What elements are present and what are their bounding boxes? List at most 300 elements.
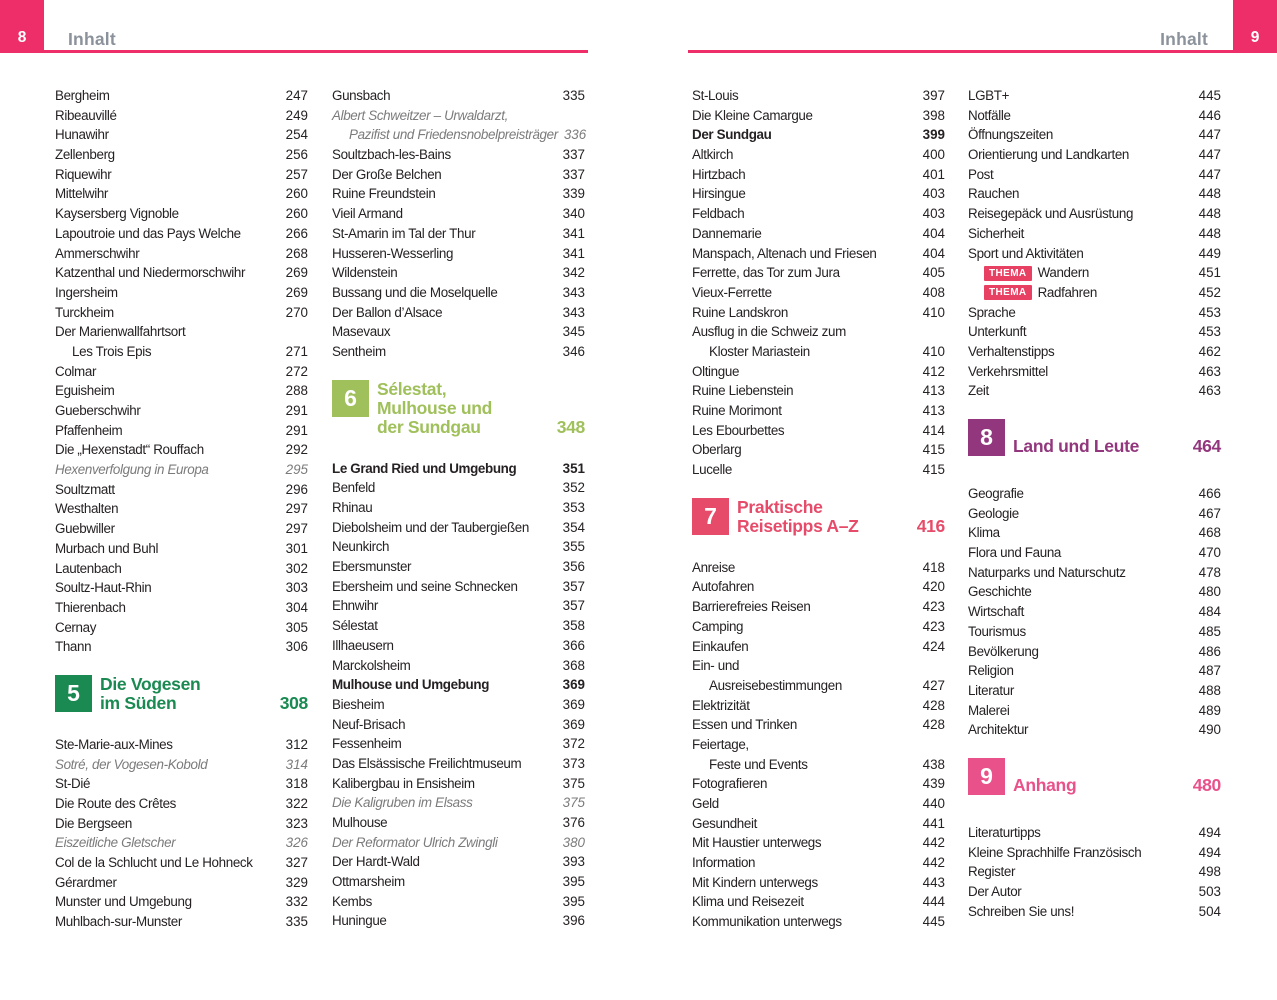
toc-entry bbox=[692, 303, 945, 323]
toc-entry bbox=[692, 322, 945, 342]
toc-entry bbox=[968, 342, 1221, 362]
toc-entry-page: 446 bbox=[1198, 107, 1221, 123]
toc-entry bbox=[55, 401, 308, 421]
toc-entry bbox=[692, 656, 945, 676]
toc-entry-page: 357 bbox=[562, 578, 585, 594]
toc-entry-page: 448 bbox=[1198, 186, 1221, 202]
chapter-number-box bbox=[55, 675, 92, 712]
toc-entry bbox=[332, 322, 585, 342]
toc-entry bbox=[968, 283, 1221, 303]
toc-entry bbox=[332, 224, 585, 244]
toc-entry-page: 399 bbox=[922, 127, 945, 143]
chapter-heading bbox=[332, 380, 585, 437]
toc-entry bbox=[332, 872, 585, 892]
toc-entry-page: 303 bbox=[285, 580, 308, 596]
chapter-number: 5 bbox=[67, 679, 80, 706]
toc-entry bbox=[692, 853, 945, 873]
toc-entry-page: 380 bbox=[562, 834, 585, 850]
right-folio-number: 9 bbox=[1250, 29, 1260, 46]
toc-entry-page: 451 bbox=[1198, 265, 1221, 281]
toc-entry-page: 410 bbox=[922, 343, 945, 359]
toc-entry-page: 305 bbox=[285, 619, 308, 635]
toc-entry-page: 484 bbox=[1198, 604, 1221, 620]
toc-entry-label: Le Grand Ried und Umgebung bbox=[332, 460, 517, 476]
toc-entry-page: 292 bbox=[285, 442, 308, 458]
toc-entry-label: Kaysersberg Vignoble bbox=[55, 206, 179, 222]
toc-entry bbox=[968, 224, 1221, 244]
toc-entry-label: Munster und Umgebung bbox=[55, 894, 192, 910]
toc-entry-page: 339 bbox=[562, 186, 585, 202]
toc-entry bbox=[332, 656, 585, 676]
toc-entry-label: Ingersheim bbox=[55, 284, 118, 300]
toc-entry-page: 462 bbox=[1198, 343, 1221, 359]
toc-entry bbox=[692, 558, 945, 578]
toc-entry-page: 336 bbox=[563, 127, 587, 143]
toc-entry-page: 490 bbox=[1198, 722, 1221, 738]
toc-entry-label: Gueberschwihr bbox=[55, 403, 141, 418]
toc-entry-page: 408 bbox=[922, 284, 945, 300]
toc-entry-page: 428 bbox=[922, 717, 945, 733]
toc-column bbox=[332, 86, 585, 931]
toc-entry-label: Sentheim bbox=[332, 343, 386, 359]
toc-entry bbox=[692, 342, 945, 362]
toc-entry-page: 343 bbox=[562, 304, 585, 320]
toc-entry bbox=[55, 637, 308, 657]
toc-entry-label: Zeit bbox=[968, 383, 989, 399]
toc-entry-label: Ehnwihr bbox=[332, 598, 378, 614]
toc-entry-label: Vieux-Ferrette bbox=[692, 284, 772, 300]
toc-entry bbox=[692, 814, 945, 834]
toc-entry-page: 412 bbox=[922, 363, 945, 379]
toc-entry bbox=[55, 735, 308, 755]
toc-entry-label: Kalibergbau in Ensisheim bbox=[332, 775, 475, 791]
right-header-rule bbox=[688, 50, 1233, 53]
toc-entry-page: 302 bbox=[285, 560, 308, 576]
left-header-rule bbox=[44, 50, 588, 53]
toc-entry-label: Lapoutroie und das Pays Welche bbox=[55, 225, 241, 241]
toc-entry-page: 301 bbox=[285, 540, 308, 556]
toc-entry bbox=[968, 602, 1221, 622]
toc-entry-page: 376 bbox=[562, 815, 585, 830]
toc-entry-label: Murbach und Buhl bbox=[55, 540, 159, 556]
toc-entry-page: 418 bbox=[922, 559, 945, 575]
toc-entry bbox=[55, 440, 308, 460]
toc-entry-page: 486 bbox=[1198, 643, 1221, 659]
toc-entry-label: Wandern bbox=[1037, 265, 1089, 281]
toc-entry-page: 404 bbox=[922, 245, 945, 261]
toc-entry-page: 403 bbox=[922, 206, 945, 222]
toc-entry-label: Ebersmunster bbox=[332, 559, 412, 575]
chapter-title-line bbox=[100, 675, 308, 694]
thema-badge: THEMA bbox=[984, 285, 1032, 300]
toc-entry-label: Ruine Liebenstein bbox=[692, 383, 794, 399]
toc-entry-page: 337 bbox=[562, 166, 585, 182]
toc-entry bbox=[968, 642, 1221, 662]
toc-entry-page: 329 bbox=[285, 874, 308, 890]
toc-entry-label: Kembs bbox=[332, 893, 372, 909]
chapter-title-text: Sélestat, bbox=[377, 378, 447, 399]
toc-entry bbox=[968, 701, 1221, 721]
toc-entry-page: 453 bbox=[1198, 304, 1221, 320]
toc-entry-label: Die Bergseen bbox=[55, 815, 132, 831]
toc-entry bbox=[55, 618, 308, 638]
toc-entry-label: Die Kleine Camargue bbox=[692, 107, 813, 123]
toc-entry-page: 420 bbox=[922, 579, 945, 595]
toc-entry bbox=[55, 578, 308, 598]
toc-entry bbox=[692, 676, 945, 696]
toc-entry bbox=[692, 715, 945, 735]
toc-entry-page: 272 bbox=[285, 363, 308, 379]
chapter-title-line bbox=[1013, 776, 1221, 795]
toc-entry bbox=[55, 342, 308, 362]
toc-entry-page: 487 bbox=[1198, 663, 1221, 679]
toc-entry bbox=[55, 224, 308, 244]
toc-entry bbox=[332, 184, 585, 204]
chapter-title-text: Mulhouse und bbox=[377, 397, 492, 418]
toc-entry-page: 369 bbox=[562, 716, 585, 732]
toc-entry bbox=[968, 720, 1221, 740]
toc-entry-page: 268 bbox=[285, 245, 308, 261]
toc-entry-page: 341 bbox=[562, 245, 585, 261]
toc-entry-page: 447 bbox=[1198, 166, 1221, 182]
chapter-heading bbox=[968, 419, 1221, 456]
toc-entry-page: 323 bbox=[285, 815, 308, 831]
toc-entry-page: 297 bbox=[285, 521, 308, 537]
toc-entry-label: Altkirch bbox=[692, 147, 734, 163]
toc-entry bbox=[332, 852, 585, 872]
chapter-title-text: Land und Leute bbox=[1013, 436, 1140, 456]
toc-entry-label: Illhaeusern bbox=[332, 637, 394, 653]
toc-entry-page: 438 bbox=[922, 756, 945, 772]
toc-entry-page: 318 bbox=[285, 776, 308, 792]
toc-entry-page: 400 bbox=[922, 147, 945, 163]
toc-entry-page: 335 bbox=[562, 88, 585, 103]
toc-entry bbox=[692, 696, 945, 716]
thema-badge: THEMA bbox=[984, 266, 1032, 281]
toc-entry bbox=[55, 165, 308, 185]
toc-entry-page: 441 bbox=[922, 815, 945, 831]
toc-entry bbox=[968, 165, 1221, 185]
toc-entry-page: 485 bbox=[1198, 623, 1221, 639]
toc-entry-page: 256 bbox=[285, 147, 308, 163]
toc-entry-label: Sélestat bbox=[332, 618, 378, 634]
toc-entry-page: 393 bbox=[562, 854, 585, 870]
toc-entry-page: 270 bbox=[285, 304, 308, 320]
toc-entry-label: Eiszeitliche Gletscher bbox=[55, 835, 176, 851]
toc-entry-label: Mit Kindern unterwegs bbox=[692, 874, 818, 890]
toc-entry-label: Verhaltenstipps bbox=[968, 343, 1055, 359]
toc-entry-page: 341 bbox=[562, 225, 585, 241]
chapter-title bbox=[377, 380, 585, 437]
toc-entry bbox=[332, 636, 585, 656]
toc-entry bbox=[968, 582, 1221, 602]
toc-entry-page: 296 bbox=[285, 481, 308, 497]
toc-entry-label: Riquewihr bbox=[55, 166, 112, 182]
toc-entry-page: 340 bbox=[562, 206, 585, 222]
toc-entry-label: Register bbox=[968, 864, 1016, 880]
toc-entry bbox=[692, 224, 945, 244]
toc-entry-page: 269 bbox=[285, 284, 308, 300]
toc-entry bbox=[55, 559, 308, 579]
toc-entry bbox=[968, 661, 1221, 681]
toc-entry-page: 478 bbox=[1198, 564, 1221, 580]
toc-entry-label: Gesundheit bbox=[692, 815, 757, 831]
toc-entry-label: Der Reformator Ulrich Zwingli bbox=[332, 834, 498, 850]
toc-entry bbox=[55, 480, 308, 500]
toc-entry-page: 410 bbox=[922, 304, 945, 320]
toc-entry-label: Feste und Events bbox=[709, 756, 808, 772]
toc-entry-page: 405 bbox=[922, 265, 945, 281]
left-folio-number: 8 bbox=[17, 29, 27, 46]
toc-entry-label: Einkaufen bbox=[692, 638, 749, 654]
toc-entry-page: 314 bbox=[285, 756, 308, 772]
toc-entry bbox=[332, 283, 585, 303]
toc-entry-label: Religion bbox=[968, 663, 1014, 679]
toc-entry-page: 414 bbox=[922, 422, 945, 438]
toc-entry bbox=[968, 86, 1221, 106]
toc-entry bbox=[332, 616, 585, 636]
toc-entry bbox=[55, 833, 308, 853]
chapter-heading bbox=[55, 675, 308, 713]
toc-entry-page: 271 bbox=[285, 343, 308, 359]
toc-entry bbox=[692, 125, 945, 145]
toc-entry bbox=[55, 519, 308, 539]
toc-entry-label: Col de la Schlucht und Le Hohneck bbox=[55, 855, 253, 871]
toc-entry bbox=[692, 263, 945, 283]
toc-entry-label: Mittelwihr bbox=[55, 186, 109, 202]
toc-entry-label: Essen und Trinken bbox=[692, 717, 797, 733]
toc-entry-label: Ebersheim und seine Schnecken bbox=[332, 578, 518, 594]
toc-entry bbox=[692, 204, 945, 224]
toc-entry-page: 346 bbox=[562, 343, 585, 359]
toc-entry-label: Die Kaligruben im Elsass bbox=[332, 795, 473, 811]
toc-entry-label: Pfaffenheim bbox=[55, 422, 123, 438]
toc-entry bbox=[332, 145, 585, 165]
chapter-title-line bbox=[1013, 437, 1221, 456]
chapter-title-text: im Süden bbox=[100, 692, 177, 713]
chapter-title-line bbox=[377, 418, 585, 437]
toc-entry-page: 440 bbox=[922, 796, 945, 811]
toc-entry-label: Naturparks und Naturschutz bbox=[968, 564, 1126, 580]
toc-entry-page: 352 bbox=[562, 480, 585, 496]
toc-entry-page: 345 bbox=[562, 324, 585, 340]
toc-entry-label: Eguisheim bbox=[55, 383, 115, 399]
toc-entry-label: Klima und Reisezeit bbox=[692, 894, 804, 910]
toc-entry bbox=[692, 774, 945, 794]
toc-entry-page: 498 bbox=[1198, 864, 1221, 880]
toc-entry bbox=[968, 303, 1221, 323]
toc-entry-label: Hirtzbach bbox=[692, 166, 746, 182]
toc-entry bbox=[55, 598, 308, 618]
chapter-title bbox=[1013, 776, 1221, 795]
toc-entry bbox=[692, 735, 945, 755]
toc-entry-label: Malerei bbox=[968, 702, 1010, 718]
toc-entry bbox=[692, 145, 945, 165]
toc-entry-page: 453 bbox=[1198, 324, 1221, 340]
toc-entry-label: Manspach, Altenach und Friesen bbox=[692, 245, 877, 261]
toc-entry-label: Der Hardt-Wald bbox=[332, 854, 420, 870]
toc-entry bbox=[692, 440, 945, 460]
toc-entry-page: 452 bbox=[1198, 284, 1221, 300]
toc-entry-page: 395 bbox=[562, 893, 585, 909]
toc-entry-label: Flora und Fauna bbox=[968, 545, 1062, 561]
toc-entry bbox=[332, 833, 585, 853]
toc-entry bbox=[968, 681, 1221, 701]
toc-entry-page: 306 bbox=[285, 639, 308, 655]
toc-entry-page: 353 bbox=[562, 500, 585, 515]
toc-entry bbox=[332, 596, 585, 616]
toc-entry-page: 415 bbox=[922, 462, 945, 478]
toc-entry bbox=[968, 263, 1221, 283]
toc-entry bbox=[692, 421, 945, 441]
toc-entry-page: 504 bbox=[1198, 903, 1221, 919]
toc-entry-page: 396 bbox=[562, 913, 585, 929]
toc-entry-page: 356 bbox=[562, 559, 585, 575]
toc-entry-page: 368 bbox=[562, 657, 585, 673]
toc-entry bbox=[55, 460, 308, 480]
toc-entry bbox=[55, 381, 308, 401]
toc-entry-label: Radfahren bbox=[1037, 284, 1097, 300]
toc-entry-page: 424 bbox=[922, 638, 945, 654]
toc-entry-label: Thann bbox=[55, 639, 92, 655]
toc-entry bbox=[55, 499, 308, 519]
toc-entry bbox=[968, 843, 1221, 863]
toc-entry-label: Hunawihr bbox=[55, 127, 109, 143]
toc-entry-label: Kleine Sprachhilfe Französisch bbox=[968, 844, 1142, 860]
toc-entry-label: Geologie bbox=[968, 505, 1019, 521]
toc-entry bbox=[968, 145, 1221, 165]
toc-entry bbox=[332, 715, 585, 735]
toc-entry-label: Wildenstein bbox=[332, 265, 398, 281]
toc-entry bbox=[692, 892, 945, 912]
toc-entry-page: 503 bbox=[1198, 884, 1221, 899]
toc-entry bbox=[692, 401, 945, 421]
toc-entry bbox=[332, 911, 585, 931]
toc-entry-label: Sicherheit bbox=[968, 225, 1025, 241]
toc-entry-page: 335 bbox=[285, 914, 308, 930]
toc-entry bbox=[692, 165, 945, 185]
toc-entry-page: 494 bbox=[1198, 844, 1221, 860]
toc-entry-label: Oltingue bbox=[692, 363, 740, 379]
toc-entry-label: Bussang und die Moselquelle bbox=[332, 284, 498, 300]
toc-entry-label: Das Elsässische Freilichtmuseum bbox=[332, 755, 522, 771]
chapter-title bbox=[737, 498, 945, 536]
toc-entry bbox=[55, 86, 308, 106]
toc-entry-label: Oberlarg bbox=[692, 442, 742, 458]
toc-entry-page: 254 bbox=[285, 127, 308, 143]
toc-entry bbox=[55, 303, 308, 323]
toc-entry bbox=[692, 460, 945, 480]
toc-entry-label: Unterkunft bbox=[968, 324, 1027, 340]
toc-entry-label: Ottmarsheim bbox=[332, 874, 405, 890]
chapter-number: 6 bbox=[344, 384, 357, 411]
toc-entry bbox=[55, 145, 308, 165]
toc-entry-label: Hexenverfolgung in Europa bbox=[55, 462, 209, 478]
toc-entry bbox=[332, 675, 585, 695]
toc-entry-label-wrap bbox=[968, 265, 1089, 281]
toc-entry-label: Anreise bbox=[692, 559, 735, 575]
toc-entry-label: Guebwiller bbox=[55, 521, 115, 537]
toc-entry-page: 445 bbox=[922, 914, 945, 930]
toc-entry bbox=[968, 622, 1221, 642]
toc-entry bbox=[968, 204, 1221, 224]
toc-entry-label: Post bbox=[968, 166, 994, 182]
toc-entry-page: 470 bbox=[1198, 545, 1221, 561]
toc-entry-page: 447 bbox=[1198, 127, 1221, 143]
toc-entry-page: 395 bbox=[562, 874, 585, 890]
toc-column bbox=[968, 86, 1221, 921]
toc-entry bbox=[692, 597, 945, 617]
toc-entry bbox=[55, 539, 308, 559]
toc-entry bbox=[968, 563, 1221, 583]
toc-entry-label: Neuf-Brisach bbox=[332, 716, 406, 732]
toc-entry-page: 448 bbox=[1198, 206, 1221, 222]
toc-entry-label: Biesheim bbox=[332, 696, 385, 712]
toc-entry-label: Mit Haustier unterwegs bbox=[692, 835, 822, 851]
toc-entry-label: Katzenthal und Niedermorschwihr bbox=[55, 265, 246, 281]
toc-entry-label: Ferrette, das Tor zum Jura bbox=[692, 265, 840, 281]
toc-entry-page: 260 bbox=[285, 186, 308, 202]
toc-entry-page: 442 bbox=[922, 855, 945, 871]
toc-entry-page: 397 bbox=[922, 88, 945, 103]
toc-entry-label: Elektrizität bbox=[692, 697, 750, 713]
chapter-page: 348 bbox=[556, 416, 585, 437]
toc-entry bbox=[692, 184, 945, 204]
toc-entry-label: Turckheim bbox=[55, 304, 114, 320]
chapter-page: 464 bbox=[1192, 436, 1221, 456]
toc-entry-page: 404 bbox=[922, 225, 945, 241]
toc-entry-label: Pazifist und Friedensnobelpreisträger bbox=[349, 127, 558, 143]
toc-entry-label-wrap bbox=[968, 285, 1097, 301]
toc-entry-page: 269 bbox=[285, 265, 308, 281]
toc-entry-page: 260 bbox=[285, 206, 308, 222]
toc-entry-page: 322 bbox=[285, 796, 308, 811]
chapter-number-box bbox=[332, 380, 369, 417]
toc-entry bbox=[692, 577, 945, 597]
toc-entry-label: St-Dié bbox=[55, 776, 91, 792]
toc-entry-page: 423 bbox=[922, 599, 945, 615]
toc-entry bbox=[692, 873, 945, 893]
toc-entry-page: 403 bbox=[922, 186, 945, 202]
toc-entry bbox=[332, 106, 585, 126]
toc-entry-page: 337 bbox=[562, 147, 585, 163]
toc-entry-label: Geld bbox=[692, 796, 719, 811]
toc-entry bbox=[332, 204, 585, 224]
toc-entry-page: 447 bbox=[1198, 147, 1221, 163]
toc-entry-page: 304 bbox=[285, 599, 308, 615]
toc-entry bbox=[968, 362, 1221, 382]
toc-entry-label: Ruine Freundstein bbox=[332, 186, 436, 202]
toc-entry bbox=[968, 244, 1221, 264]
toc-entry-label: Kommunikation unterwegs bbox=[692, 914, 842, 930]
toc-entry-label: Cernay bbox=[55, 619, 97, 635]
toc-entry-label: Ruine Landskron bbox=[692, 304, 788, 320]
toc-entry bbox=[968, 862, 1221, 882]
toc-entry bbox=[55, 774, 308, 794]
chapter-title-line bbox=[737, 498, 945, 517]
chapter-number: 8 bbox=[980, 424, 993, 450]
toc-entry bbox=[692, 833, 945, 853]
toc-entry-label: Reisegepäck und Ausrüstung bbox=[968, 206, 1134, 222]
chapter-number-box bbox=[968, 758, 1005, 795]
toc-entry-label: Kloster Mariastein bbox=[709, 343, 810, 359]
toc-entry bbox=[55, 125, 308, 145]
chapter-number: 9 bbox=[980, 762, 993, 789]
left-page-title: Inhalt bbox=[68, 29, 116, 49]
toc-entry bbox=[332, 734, 585, 754]
toc-entry bbox=[55, 814, 308, 834]
left-folio-box bbox=[0, 0, 44, 53]
